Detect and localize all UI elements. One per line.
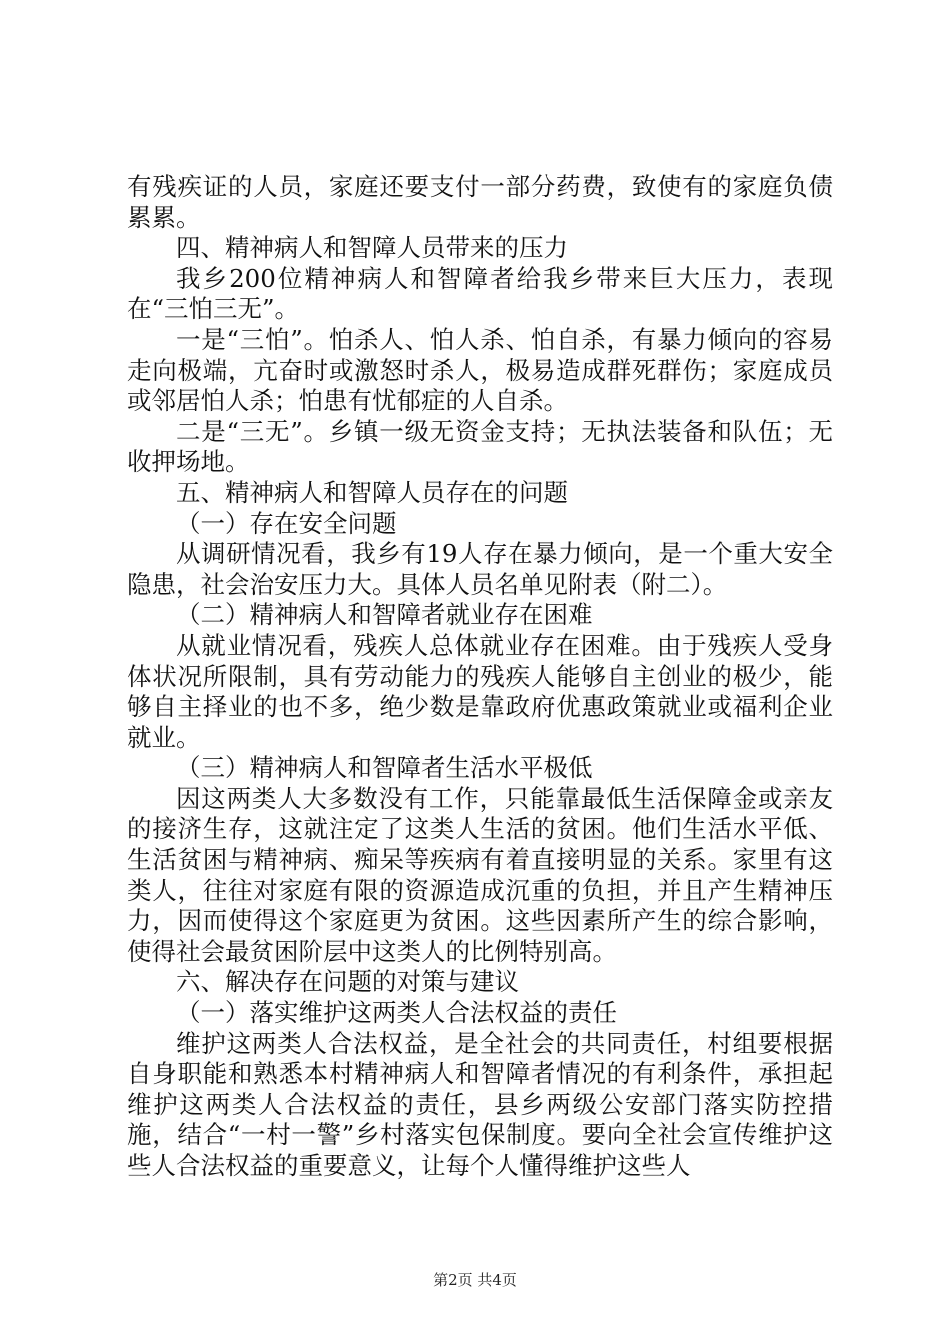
paragraph-continuation: 有残疾证的人员，家庭还要支付一部分药费，致使有的家庭负债累累。 bbox=[127, 172, 833, 232]
paragraph: 一是“三怕”。怕杀人、怕人杀、怕自杀，有暴力倾向的容易走向极端，亢奋时或激怒时杀人，极易造成群死群伤；家庭成员或邻居怕人杀；怕患有忧郁症的人自杀。 bbox=[127, 324, 833, 416]
section-heading-5: 五、精神病人和智障人员存在的问题 bbox=[176, 477, 568, 507]
paragraph: 我乡200位精神病人和智障者给我乡带来巨大压力，表现在“三怕三无”。 bbox=[127, 263, 833, 324]
page-footer: 第2页 共4页 bbox=[433, 1271, 517, 1289]
paragraph: 从调研情况看，我乡有19人存在暴力倾向，是一个重大安全隐患，社会治安压力大。具体人员名单见附表（附二）。 bbox=[127, 539, 833, 599]
subsection-heading: （三）精神病人和智障者生活水平极低 bbox=[176, 753, 593, 783]
paragraph: 从就业情况看，残疾人总体就业存在困难。由于残疾人受身体状况所限制，具有劳动能力的残疾人能够自主创业的极少，能够自主择业的也不多，绝少数是靠政府优惠政策就业或福利企业就业。 bbox=[127, 630, 833, 752]
section-heading-6: 六、解决存在问题的对策与建议 bbox=[176, 967, 519, 997]
paragraph: 维护这两类人合法权益，是全社会的共同责任，村组要根据自身职能和熟悉本村精神病人和智障者情况的有利条件，承担起维护这两类人合法权益的责任，县乡两级公安部门落实防控措施，结合“一村一警”乡村落实包保制度。要向全社会宣传维护这些人合法权益的重要意义，让每个人懂得维护这些人 bbox=[127, 1028, 833, 1180]
subsection-heading: （二）精神病人和智障者就业存在困难 bbox=[176, 600, 593, 630]
paragraph: 因这两类人大多数没有工作，只能靠最低生活保障金或亲友的接济生存，这就注定了这类人生活的贫困。他们生活水平低、生活贫困与精神病、痴呆等疾病有着直接明显的关系。家里有这类人，往往对家庭有限的资源造成沉重的负担，并且产生精神压力，因而使得这个家庭更为贫困。这些因素所产生的综合影响，使得社会最贫困阶层中这类人的比例特别高。 bbox=[127, 783, 833, 966]
subsection-heading: （一）存在安全问题 bbox=[176, 508, 397, 538]
paragraph: 二是“三无”。乡镇一级无资金支持；无执法装备和队伍；无收押场地。 bbox=[127, 416, 833, 477]
section-heading-4: 四、精神病人和智障人员带来的压力 bbox=[176, 233, 568, 263]
document-body bbox=[127, 172, 833, 1182]
subsection-heading: （一）落实维护这两类人合法权益的责任 bbox=[176, 998, 617, 1028]
